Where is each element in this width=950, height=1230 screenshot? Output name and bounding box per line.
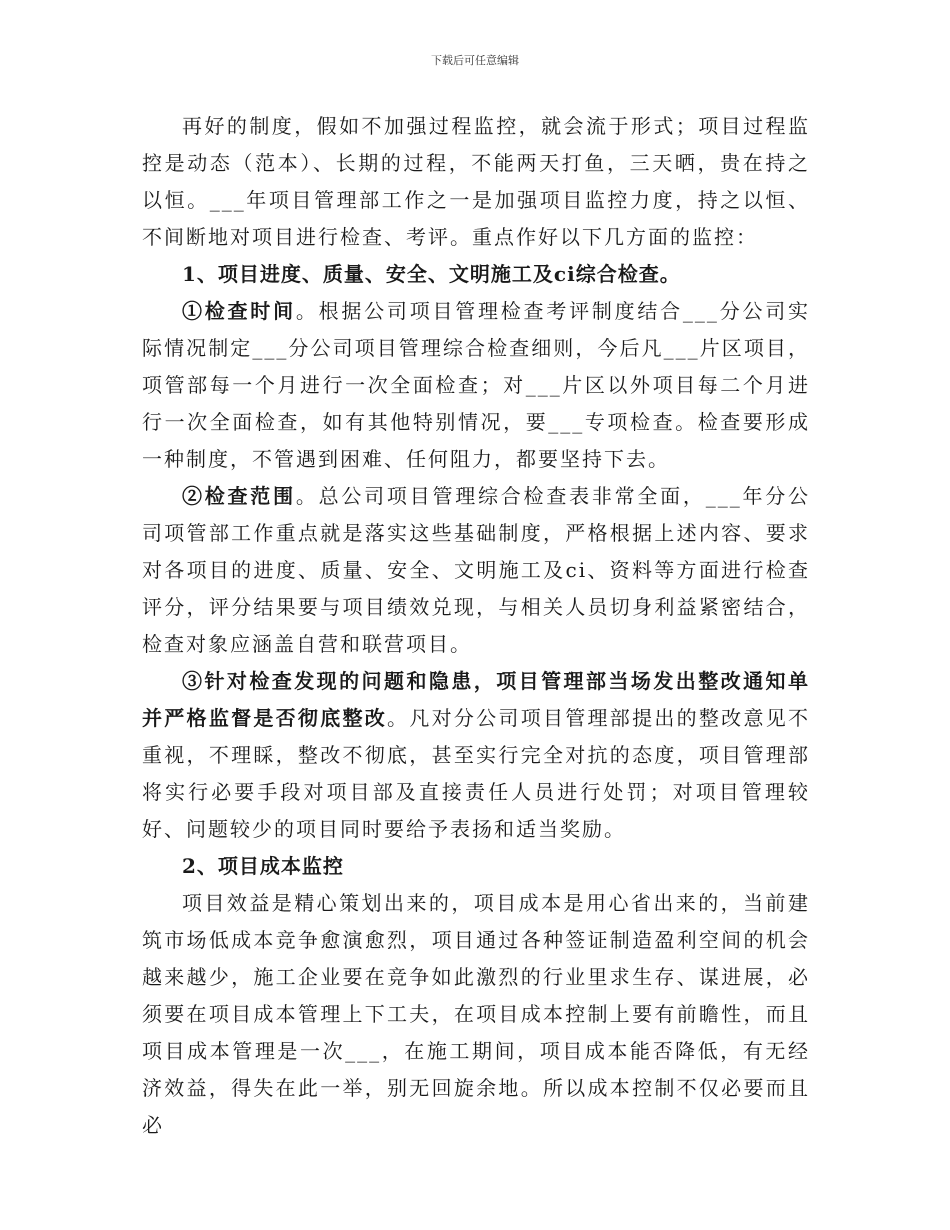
inspection-time-text: 。根据公司项目管理检查考评制度结合___分公司实际情况制定___分公司项目管理综合检查细则，今后凡___片区项目，项管部每一个月进行一次全面检查；对___片区以外项目每二个月进行一次全面检查，如有其他特别情况，要___专项检查。检查要形成一种制度，不管遇到困难、任何阻力，都要坚持下去。 — [142, 299, 811, 471]
rectification-paragraph — [142, 663, 810, 848]
document-body — [142, 108, 810, 1144]
section-heading-2: 2、项目成本监控 — [182, 854, 344, 878]
inspection-time-lead: ①检查时间 — [182, 299, 296, 323]
section-heading-1: 1、项目进度、质量、安全、文明施工及ci综合检查。 — [182, 262, 681, 286]
rectification-lead: ③针对检查发现的问题和隐患，项目管理部当场发出整改通知单并严格监督是否彻底整改 — [142, 669, 810, 730]
cost-control-paragraph: 项目效益是精心策划出来的，项目成本是用心省出来的，当前建筑市场低成本竞争愈演愈烈，项目通过各种签证制造盈利空间的机会越来越少，施工企业要在竞争如此激烈的行业里求生存、谋进展，必须要在项目成本管理上下工夫，在项目成本控制上要有前瞻性，而且项目成本管理是一次___，在施工期间，项目成本能否降低，有无经济效益，得失在此一举，别无回旋余地。所以成本控制不仅必要而且必 — [142, 891, 810, 1137]
inspection-scope-lead: ②检查范围 — [182, 484, 296, 508]
inspection-time-paragraph — [142, 293, 810, 478]
page-header: 下载后可任意编辑 — [431, 54, 519, 67]
rectification-text: 。凡对分公司项目管理部提出的整改意见不重视，不理睬，整改不彻底，甚至实行完全对抗的态度，项目管理部将实行必要手段对项目部及直接责任人员进行处罚；对项目管理较好、问题较少的项目同时要给予表扬和适当奖励。 — [142, 706, 811, 841]
intro-paragraph: 再好的制度，假如不加强过程监控，就会流于形式；项目过程监控是动态（范本）、长期的过程，不能两天打鱼，三天晒，贵在持之以恒。___年项目管理部工作之一是加强项目监控力度，持之以恒、不间断地对项目进行检查、考评。重点作好以下几方面的监控： — [142, 114, 810, 249]
inspection-scope-text: 。总公司项目管理综合检查表非常全面，___年分公司项管部工作重点就是落实这些基础制度，严格根据上述内容、要求对各项目的进度、质量、安全、文明施工及ci、资料等方面进行检查评分，评分结果要与项目绩效兑现，与相关人员切身利益紧密结合，检查对象应涵盖自营和联营项目。 — [142, 484, 811, 656]
inspection-scope-paragraph — [142, 478, 810, 663]
